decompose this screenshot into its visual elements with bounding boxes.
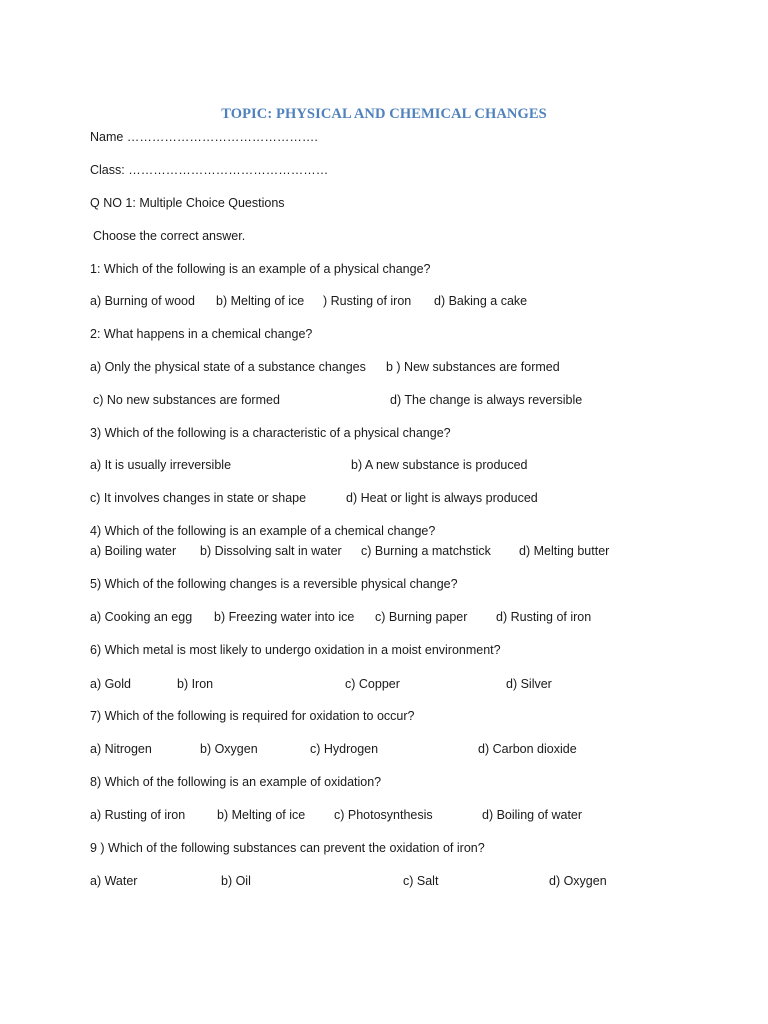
- section-heading: Q NO 1: Multiple Choice Questions: [90, 196, 285, 210]
- q3-option-b: b) A new substance is produced: [351, 458, 528, 472]
- q5-option-b: b) Freezing water into ice: [214, 610, 355, 624]
- q1-option-b: b) Melting of ice: [216, 294, 305, 308]
- question-6: 6) Which metal is most likely to undergo oxidation in a moist environment?: [90, 643, 501, 657]
- q9-option-d: d) Oxygen: [549, 874, 607, 888]
- q5-option-a: a) Cooking an egg: [90, 610, 193, 624]
- q2-option-b: b ) New substances are formed: [386, 360, 560, 374]
- q7-option-d: d) Carbon dioxide: [478, 742, 577, 756]
- q5-option-c: c) Burning paper: [375, 610, 468, 624]
- q6-option-d: d) Silver: [506, 677, 552, 691]
- q4-option-d: d) Melting butter: [519, 544, 610, 558]
- q8-option-b: b) Melting of ice: [217, 808, 306, 822]
- q3-option-d: d) Heat or light is always produced: [346, 491, 538, 505]
- question-4: 4) Which of the following is an example of a chemical change?: [90, 524, 436, 538]
- question-5: 5) Which of the following changes is a reversible physical change?: [90, 577, 458, 591]
- question-1: 1: Which of the following is an example of a physical change?: [90, 262, 431, 276]
- question-3: 3) Which of the following is a characteristic of a physical change?: [90, 426, 451, 440]
- q2-option-c: c) No new substances are formed: [93, 393, 280, 407]
- q8-option-d: d) Boiling of water: [482, 808, 583, 822]
- q2-option-d: d) The change is always reversible: [390, 393, 583, 407]
- q6-option-a: a) Gold: [90, 677, 131, 691]
- question-9: 9 ) Which of the following substances can prevent the oxidation of iron?: [90, 841, 485, 855]
- page-title: TOPIC: PHYSICAL AND CHEMICAL CHANGES: [221, 106, 547, 122]
- q7-option-c: c) Hydrogen: [310, 742, 379, 756]
- q4-option-c: c) Burning a matchstick: [361, 544, 491, 558]
- q1-option-d: d) Baking a cake: [434, 294, 528, 308]
- question-7: 7) Which of the following is required for oxidation to occur?: [90, 709, 415, 723]
- q3-option-c: c) It involves changes in state or shape: [90, 491, 307, 505]
- class-line: Class: …………………………………………: [90, 163, 329, 177]
- instruction-text: Choose the correct answer.: [93, 229, 246, 243]
- q9-option-b: b) Oil: [221, 874, 251, 888]
- question-2: 2: What happens in a chemical change?: [90, 327, 313, 341]
- q2-option-a: a) Only the physical state of a substance changes: [90, 360, 366, 374]
- q6-option-b: b) Iron: [177, 677, 214, 691]
- q6-option-c: c) Copper: [345, 677, 400, 691]
- q3-option-a: a) It is usually irreversible: [90, 458, 232, 472]
- q8-option-c: c) Photosynthesis: [334, 808, 433, 822]
- question-8: 8) Which of the following is an example of oxidation?: [90, 775, 382, 789]
- q1-option-c: ) Rusting of iron: [323, 294, 412, 308]
- q7-option-b: b) Oxygen: [200, 742, 258, 756]
- q4-option-b: b) Dissolving salt in water: [200, 544, 342, 558]
- q1-option-a: a) Burning of wood: [90, 294, 195, 308]
- q5-option-d: d) Rusting of iron: [496, 610, 592, 624]
- q9-option-c: c) Salt: [403, 874, 439, 888]
- q4-option-a: a) Boiling water: [90, 544, 177, 558]
- q8-option-a: a) Rusting of iron: [90, 808, 186, 822]
- name-line: Name ……………………………………….: [90, 130, 318, 144]
- q7-option-a: a) Nitrogen: [90, 742, 152, 756]
- q9-option-a: a) Water: [90, 874, 138, 888]
